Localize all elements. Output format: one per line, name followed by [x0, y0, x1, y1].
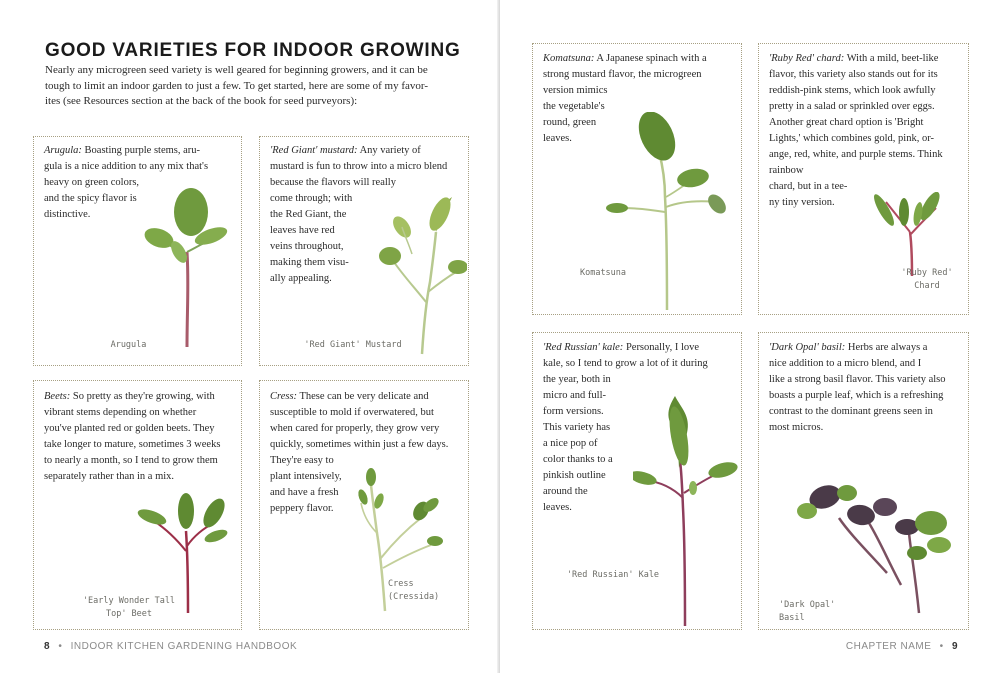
- card-komatsuna-text: Komatsuna: A Japanese spinach with a strong mustard flavor, the microgreen version mimics the vegetable's round, green leaves.: [543, 53, 707, 144]
- intro-paragraph: [45, 63, 445, 110]
- variety-name: 'Dark Opal' basil:: [769, 342, 846, 353]
- variety-name: 'Red Russian' kale:: [543, 342, 624, 353]
- card-mustard-text: 'Red Giant' mustard: Any variety of mustard is fun to throw into a micro blend because the flavors will really come through; with the Red Giant, the leaves have red veins throughout, making them visu- ally appealing.: [270, 145, 448, 284]
- intro-line: ites (see Resources section at the back of the book for seed purveyors):: [45, 95, 358, 107]
- card-beets: [33, 380, 242, 630]
- card-beets-text: Beets: So pretty as they're growing, with vibrant stems depending on whether you've planted red or golden beets. They take longer to mature, sometimes 3 weeks to nearly a month, so I tend to grow them separately rather than in a mix.: [44, 391, 221, 482]
- card-basil-text: 'Dark Opal' basil: Herbs are always a nice addition to a micro blend, and I like a strong basil flavor. This variety also boasts a purple leaf, which is a refreshing contrast to the dominant greens seen in most micros.: [769, 342, 946, 433]
- variety-name: Komatsuna:: [543, 53, 595, 64]
- intro-line: tough to limit an indoor garden to just a few. To get started, here are some of my favor-: [45, 79, 428, 92]
- caption-komatsuna: Komatsuna: [579, 268, 627, 278]
- card-arugula-text: Arugula: Boasting purple stems, aru- gula is a nice addition to any mix that's heavy on green colors, and the spicy flavor is distinctive.: [44, 145, 209, 220]
- variety-name: 'Red Giant' mustard:: [270, 145, 358, 156]
- caption-kale: 'Red Russian' Kale: [566, 570, 660, 580]
- card-cress-text: Cress: These can be very delicate and susceptible to mold if overwatered, but when cared for properly, they grow very quickly, sometimes within just a few days. They're easy to plant intensively, and have a fresh peppery flavor.: [270, 391, 449, 514]
- right-footer: [846, 641, 958, 652]
- caption-arugula: Arugula: [110, 340, 147, 350]
- right-page: [500, 0, 1000, 673]
- mustard-plant-image: [372, 192, 467, 357]
- variety-name: Beets:: [44, 391, 71, 402]
- caption-chard: 'Ruby Red' Chard: [901, 268, 953, 291]
- card-chard: [758, 43, 969, 315]
- page-heading: GOOD VARIETIES FOR INDOOR GROWING: [45, 40, 461, 61]
- card-kale: [532, 332, 742, 630]
- variety-name: Arugula:: [44, 145, 82, 156]
- running-title-right: CHAPTER NAME: [845, 641, 932, 652]
- komatsuna-plant-image: [605, 112, 735, 312]
- chard-plant-image: [864, 192, 954, 277]
- caption-cress: Cress (Cressida): [388, 579, 440, 602]
- variety-name: 'Ruby Red' chard:: [769, 53, 845, 64]
- page-number-left: 8: [44, 641, 51, 652]
- footer-bullet: •: [939, 641, 944, 652]
- card-chard-text: 'Ruby Red' chard: With a mild, beet-like flavor, this variety also stands out for its reddish-pink stems, which look awfully pretty in a salad or sprinkled over eggs. Another great chard option is 'Bright Lights,' which combines gold, pink, or- ange, red, white, and purple stems. Think rainbow chard, but in a tee- ny tiny version.: [769, 53, 943, 208]
- page-number-right: 9: [951, 641, 958, 652]
- caption-basil: 'Dark Opal' Basil: [779, 600, 836, 623]
- left-footer: [44, 641, 297, 652]
- caption-beets: 'Early Wonder Tall Top' Beet: [82, 596, 176, 619]
- arugula-plant-image: [139, 182, 229, 352]
- card-kale-text: 'Red Russian' kale: Personally, I love kale, so I tend to grow a lot of it during the year, both in micro and full- form versions. This variety has a nice pop of color thanks to a pinkish outline around the leaves.: [543, 342, 708, 513]
- intro-line: Nearly any microgreen seed variety is well geared for beginning growers, and it can be: [45, 64, 428, 76]
- card-basil: [758, 332, 969, 630]
- kale-plant-image: [633, 388, 742, 628]
- running-title-left: INDOOR KITCHEN GARDENING HANDBOOK: [70, 641, 298, 652]
- card-arugula: [33, 136, 242, 366]
- caption-mustard: 'Red Giant' Mustard: [304, 340, 402, 350]
- card-cress: [259, 380, 469, 630]
- card-komatsuna: [532, 43, 742, 315]
- variety-name: Cress:: [270, 391, 298, 402]
- card-mustard: [259, 136, 469, 366]
- footer-bullet: •: [58, 641, 63, 652]
